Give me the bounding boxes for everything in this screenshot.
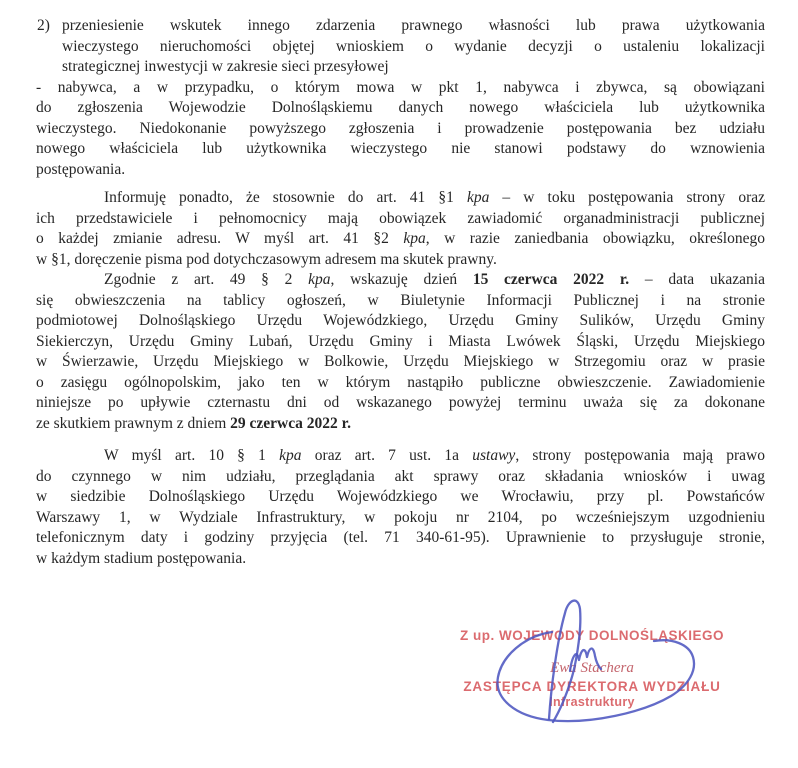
- italic-text: kpa: [279, 447, 302, 464]
- text-line: [36, 446, 765, 467]
- italic-text: kpa: [308, 271, 331, 288]
- italic-text: kpa: [466, 189, 490, 206]
- text-line: [36, 414, 765, 435]
- text-run: Siekierczyn, Urzędu Gminy Lubań, Urzędu Gminy i Miasta Lwówek Śląski, Urzędu Miejskiego: [36, 332, 765, 350]
- text-run: do zgłoszenia Wojewodzie Dolnośląskiemu danych nowego właściciela lub użytkownika: [36, 99, 765, 116]
- text-run: nowego właściciela lub użytkownika wieczystego nie stanowi podstawy do wznowienia: [36, 140, 765, 157]
- text-run: o zasięgu ogólnopolskim, jako ten w którym nastąpiło publiczne obwieszczenie. Zawiadomienie: [36, 373, 765, 391]
- text-run: się obwieszczenia na tablicy ogłoszeń, w Biuletynie Informacji Publicznej i na stronie: [36, 291, 765, 309]
- text-run: w §1, doręczenie pisma pod dotychczasowym adresem ma skutek prawny.: [36, 250, 497, 268]
- text-run: w każdym stadium postępowania.: [36, 549, 247, 567]
- text-run: Warszawy 1, w Wydziale Infrastruktury, w pokoju nr 2104, po wcześniejszym uzgodnieniu: [36, 508, 765, 526]
- list-item-2: [36, 16, 765, 78]
- announcement-date-paragraph: [36, 270, 765, 434]
- text-line: [36, 373, 765, 394]
- text-run: , w razie zaniedbania obowiązku, określonego: [425, 230, 765, 247]
- stamp-department-line: Infrastruktury: [549, 695, 635, 709]
- text-line: [36, 270, 765, 291]
- italic-text: kpa: [403, 230, 426, 247]
- text-line: [36, 311, 765, 332]
- text-run: w siedzibie Dolnośląskiego Urzędu Wojewódzkiego we Wrocławiu, przy pl. Powstańców: [36, 488, 765, 505]
- list-item-marker: 2): [37, 17, 50, 34]
- stamp-authorization-line: Z up. WOJEWODY DOLNOŚLĄSKIEGO: [459, 628, 724, 643]
- text-line: [36, 98, 765, 119]
- text-run: niniejsze po upływie czternastu dni od wskazanego powyżej terminu uważa się za dokonane: [36, 394, 765, 411]
- stamp-title-line: ZASTĘPCA DYREKTORA WYDZIAŁU: [463, 679, 721, 694]
- text-line: [36, 160, 765, 181]
- text-run: w Świerzawie, Urzędu Miejskiego w Bolkowie, Urzędu Miejskiego w Strzegomiu oraz w prasie: [36, 353, 765, 370]
- text-line: [36, 467, 765, 488]
- text-line: [36, 487, 765, 508]
- obligation-paragraph: [36, 78, 765, 181]
- text-run: wieczystego nieruchomości objętej wnioskiem o wydanie decyzji o ustaleniu lokalizacji: [62, 37, 765, 55]
- text-line: [36, 119, 765, 140]
- text-run: , strony postępowania mają prawo: [515, 447, 765, 464]
- text-line: [36, 229, 765, 250]
- text-line: [62, 37, 765, 58]
- text-run: strategicznej inwestycji w zakresie sieci przesyłowej: [62, 58, 389, 75]
- text-line: [36, 508, 765, 529]
- text-run: przeniesienie wskutek innego zdarzenia prawnego własności lub prawa użytkowania: [62, 17, 765, 34]
- text-line: [36, 188, 765, 209]
- signature-block: [446, 628, 738, 709]
- text-run: telefonicznym daty i godziny przyjęcia (tel. 71 340-61-95). Uprawnienie to przysługuje stronie,: [36, 529, 765, 546]
- text-line: [36, 549, 765, 570]
- text-run: W myśl art. 10 § 1: [104, 447, 280, 464]
- signatory-name: Ewa Stachera: [550, 660, 634, 676]
- party-rights-paragraph: [36, 446, 765, 569]
- text-run: do czynnego w nim udziału, przeglądania akt sprawy oraz składania wniosków i uwag: [36, 467, 765, 485]
- text-run: ze skutkiem prawnym z dniem: [36, 414, 231, 432]
- text-run: oraz art. 7 ust. 1a: [301, 447, 473, 464]
- text-run: , wskazuję dzień: [330, 271, 473, 288]
- text-line: [62, 57, 765, 78]
- text-line: [36, 528, 765, 549]
- text-line: [36, 209, 765, 230]
- text-run: – w toku postępowania strony oraz: [489, 189, 765, 206]
- text-line: [36, 352, 765, 373]
- text-run: podmiotowej Dolnośląskiego Urzędu Wojewódzkiego, Urzędu Gminy Sulików, Urzędu Gminy: [36, 312, 765, 329]
- bold-text: 29 czerwca 2022 r.: [230, 414, 351, 432]
- text-line: [36, 250, 765, 271]
- text-run: postępowania.: [36, 160, 126, 178]
- text-line: [36, 332, 765, 353]
- article-41-paragraph: [36, 188, 765, 270]
- text-line: [36, 139, 765, 160]
- document-body: [36, 16, 765, 569]
- text-run: wieczystego. Niedokonanie powyższego zgłoszenia i prowadzenie postępowania bez udziału: [36, 119, 765, 137]
- text-line: [36, 291, 765, 312]
- text-run: - nabywca, a w przypadku, o którym mowa w pkt 1, nabywca i zbywca, są obowiązani: [36, 78, 765, 96]
- text-line: [62, 16, 765, 37]
- italic-text: ustawy: [472, 447, 516, 464]
- text-run: Informuję ponadto, że stosownie do art. 41 §1: [104, 189, 467, 206]
- text-run: o każdej zmianie adresu. W myśl art. 41 §2: [36, 230, 404, 247]
- text-run: Zgodnie z art. 49 § 2: [104, 271, 309, 288]
- text-line: [36, 78, 765, 99]
- bold-text: 15 czerwca 2022 r.: [472, 271, 630, 288]
- text-run: – data ukazania: [629, 271, 765, 288]
- text-line: [36, 393, 765, 414]
- text-run: ich przedstawiciele i pełnomocnicy mają obowiązek zawiadomić organadministracji publicznej: [36, 209, 765, 227]
